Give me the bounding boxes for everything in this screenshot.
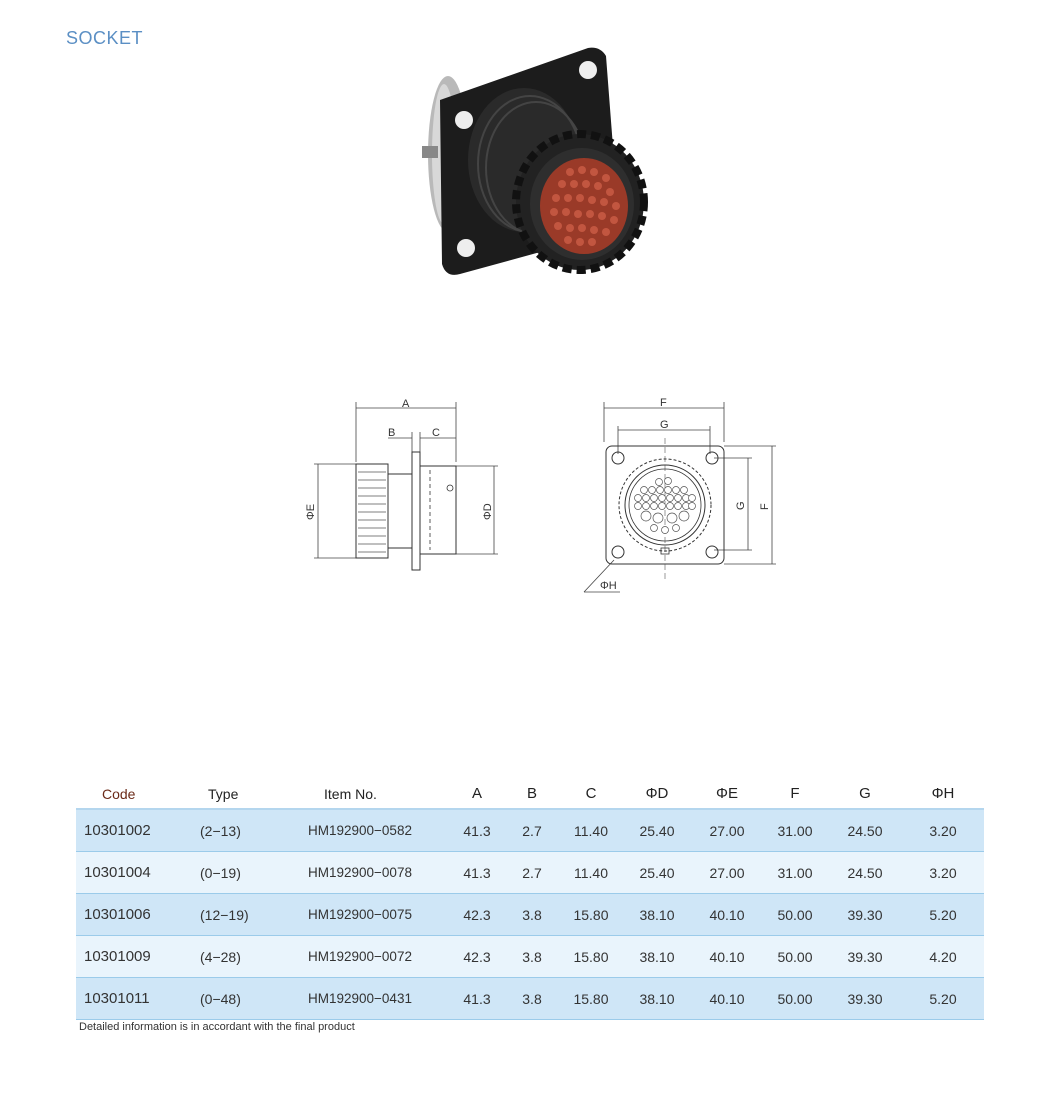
dim-label-g-top: G: [660, 419, 669, 431]
table-row: [76, 894, 984, 936]
cell-b: 2.7: [504, 809, 560, 852]
cell-c: 11.40: [560, 809, 622, 852]
cell-e: 27.00: [692, 809, 762, 852]
cell-g: 24.50: [828, 809, 902, 852]
spec-table: [76, 772, 984, 1020]
cell-g: 39.30: [828, 894, 902, 936]
dim-label-c: C: [432, 427, 440, 439]
header-h: ΦH: [902, 772, 984, 809]
table-row: [76, 852, 984, 894]
dim-label-e: ΦE: [305, 503, 317, 520]
cell-f: 50.00: [762, 936, 828, 978]
cell-b: 3.8: [504, 936, 560, 978]
cell-c: 15.80: [560, 894, 622, 936]
page-title: SOCKET: [66, 28, 144, 48]
cell-h: 3.20: [902, 852, 984, 894]
header-a: A: [450, 772, 504, 809]
dim-label-d: ΦD: [482, 503, 494, 520]
table-row: [76, 809, 984, 852]
cell-f: 31.00: [762, 809, 828, 852]
cell-d: 25.40: [622, 852, 692, 894]
cell-e: 40.10: [692, 978, 762, 1020]
cell-h: 3.20: [902, 809, 984, 852]
connector-photo: [420, 42, 660, 282]
cell-e: 40.10: [692, 936, 762, 978]
dim-label-f-top: F: [660, 397, 667, 409]
cell-type: (12−19): [200, 894, 306, 936]
cell-d: 38.10: [622, 894, 692, 936]
cell-a: 41.3: [450, 809, 504, 852]
cell-item-no: HM192900−0072: [306, 936, 450, 978]
cell-a: 42.3: [450, 936, 504, 978]
header-code: Code: [76, 772, 200, 809]
header-g: G: [828, 772, 902, 809]
cell-a: 41.3: [450, 852, 504, 894]
cell-f: 50.00: [762, 978, 828, 1020]
cell-code: 10301006: [76, 894, 200, 936]
cell-item-no: HM192900−0431: [306, 978, 450, 1020]
table-header-row: [76, 772, 984, 809]
header-b: B: [504, 772, 560, 809]
cell-b: 3.8: [504, 894, 560, 936]
cell-a: 42.3: [450, 894, 504, 936]
cell-item-no: HM192900−0075: [306, 894, 450, 936]
cell-c: 11.40: [560, 852, 622, 894]
cell-type: (4−28): [200, 936, 306, 978]
dim-label-h: ΦH: [600, 580, 617, 592]
cell-type: (0−48): [200, 978, 306, 1020]
cell-code: 10301011: [76, 978, 200, 1020]
cell-h: 4.20: [902, 936, 984, 978]
cell-g: 39.30: [828, 936, 902, 978]
cell-g: 39.30: [828, 978, 902, 1020]
cell-code: 10301002: [76, 809, 200, 852]
header-f: F: [762, 772, 828, 809]
cell-b: 3.8: [504, 978, 560, 1020]
table-row: [76, 978, 984, 1020]
cell-item-no: HM192900−0078: [306, 852, 450, 894]
cell-e: 27.00: [692, 852, 762, 894]
cell-type: (0−19): [200, 852, 306, 894]
cell-h: 5.20: [902, 978, 984, 1020]
cell-code: 10301009: [76, 936, 200, 978]
dim-label-g-side: G: [735, 501, 747, 510]
dim-label-b: B: [388, 427, 396, 439]
cell-h: 5.20: [902, 894, 984, 936]
dim-label-f-side: F: [759, 503, 771, 510]
header-item-no: Item No.: [306, 772, 450, 809]
header-c: C: [560, 772, 622, 809]
table-row: [76, 936, 984, 978]
cell-g: 24.50: [828, 852, 902, 894]
cell-c: 15.80: [560, 978, 622, 1020]
header-e: ΦE: [692, 772, 762, 809]
cell-type: (2−13): [200, 809, 306, 852]
cell-d: 38.10: [622, 978, 692, 1020]
header-type: Type: [200, 772, 306, 809]
side-view-drawing: [296, 392, 516, 592]
header-d: ΦD: [622, 772, 692, 809]
cell-code: 10301004: [76, 852, 200, 894]
cell-f: 31.00: [762, 852, 828, 894]
footnote: Detailed information is in accordant with the final product: [79, 1021, 355, 1033]
cell-d: 38.10: [622, 936, 692, 978]
cell-b: 2.7: [504, 852, 560, 894]
front-view-drawing: [572, 392, 792, 602]
cell-item-no: HM192900−0582: [306, 809, 450, 852]
cell-d: 25.40: [622, 809, 692, 852]
cell-e: 40.10: [692, 894, 762, 936]
dim-label-a: A: [402, 398, 410, 410]
cell-f: 50.00: [762, 894, 828, 936]
cell-a: 41.3: [450, 978, 504, 1020]
cell-c: 15.80: [560, 936, 622, 978]
